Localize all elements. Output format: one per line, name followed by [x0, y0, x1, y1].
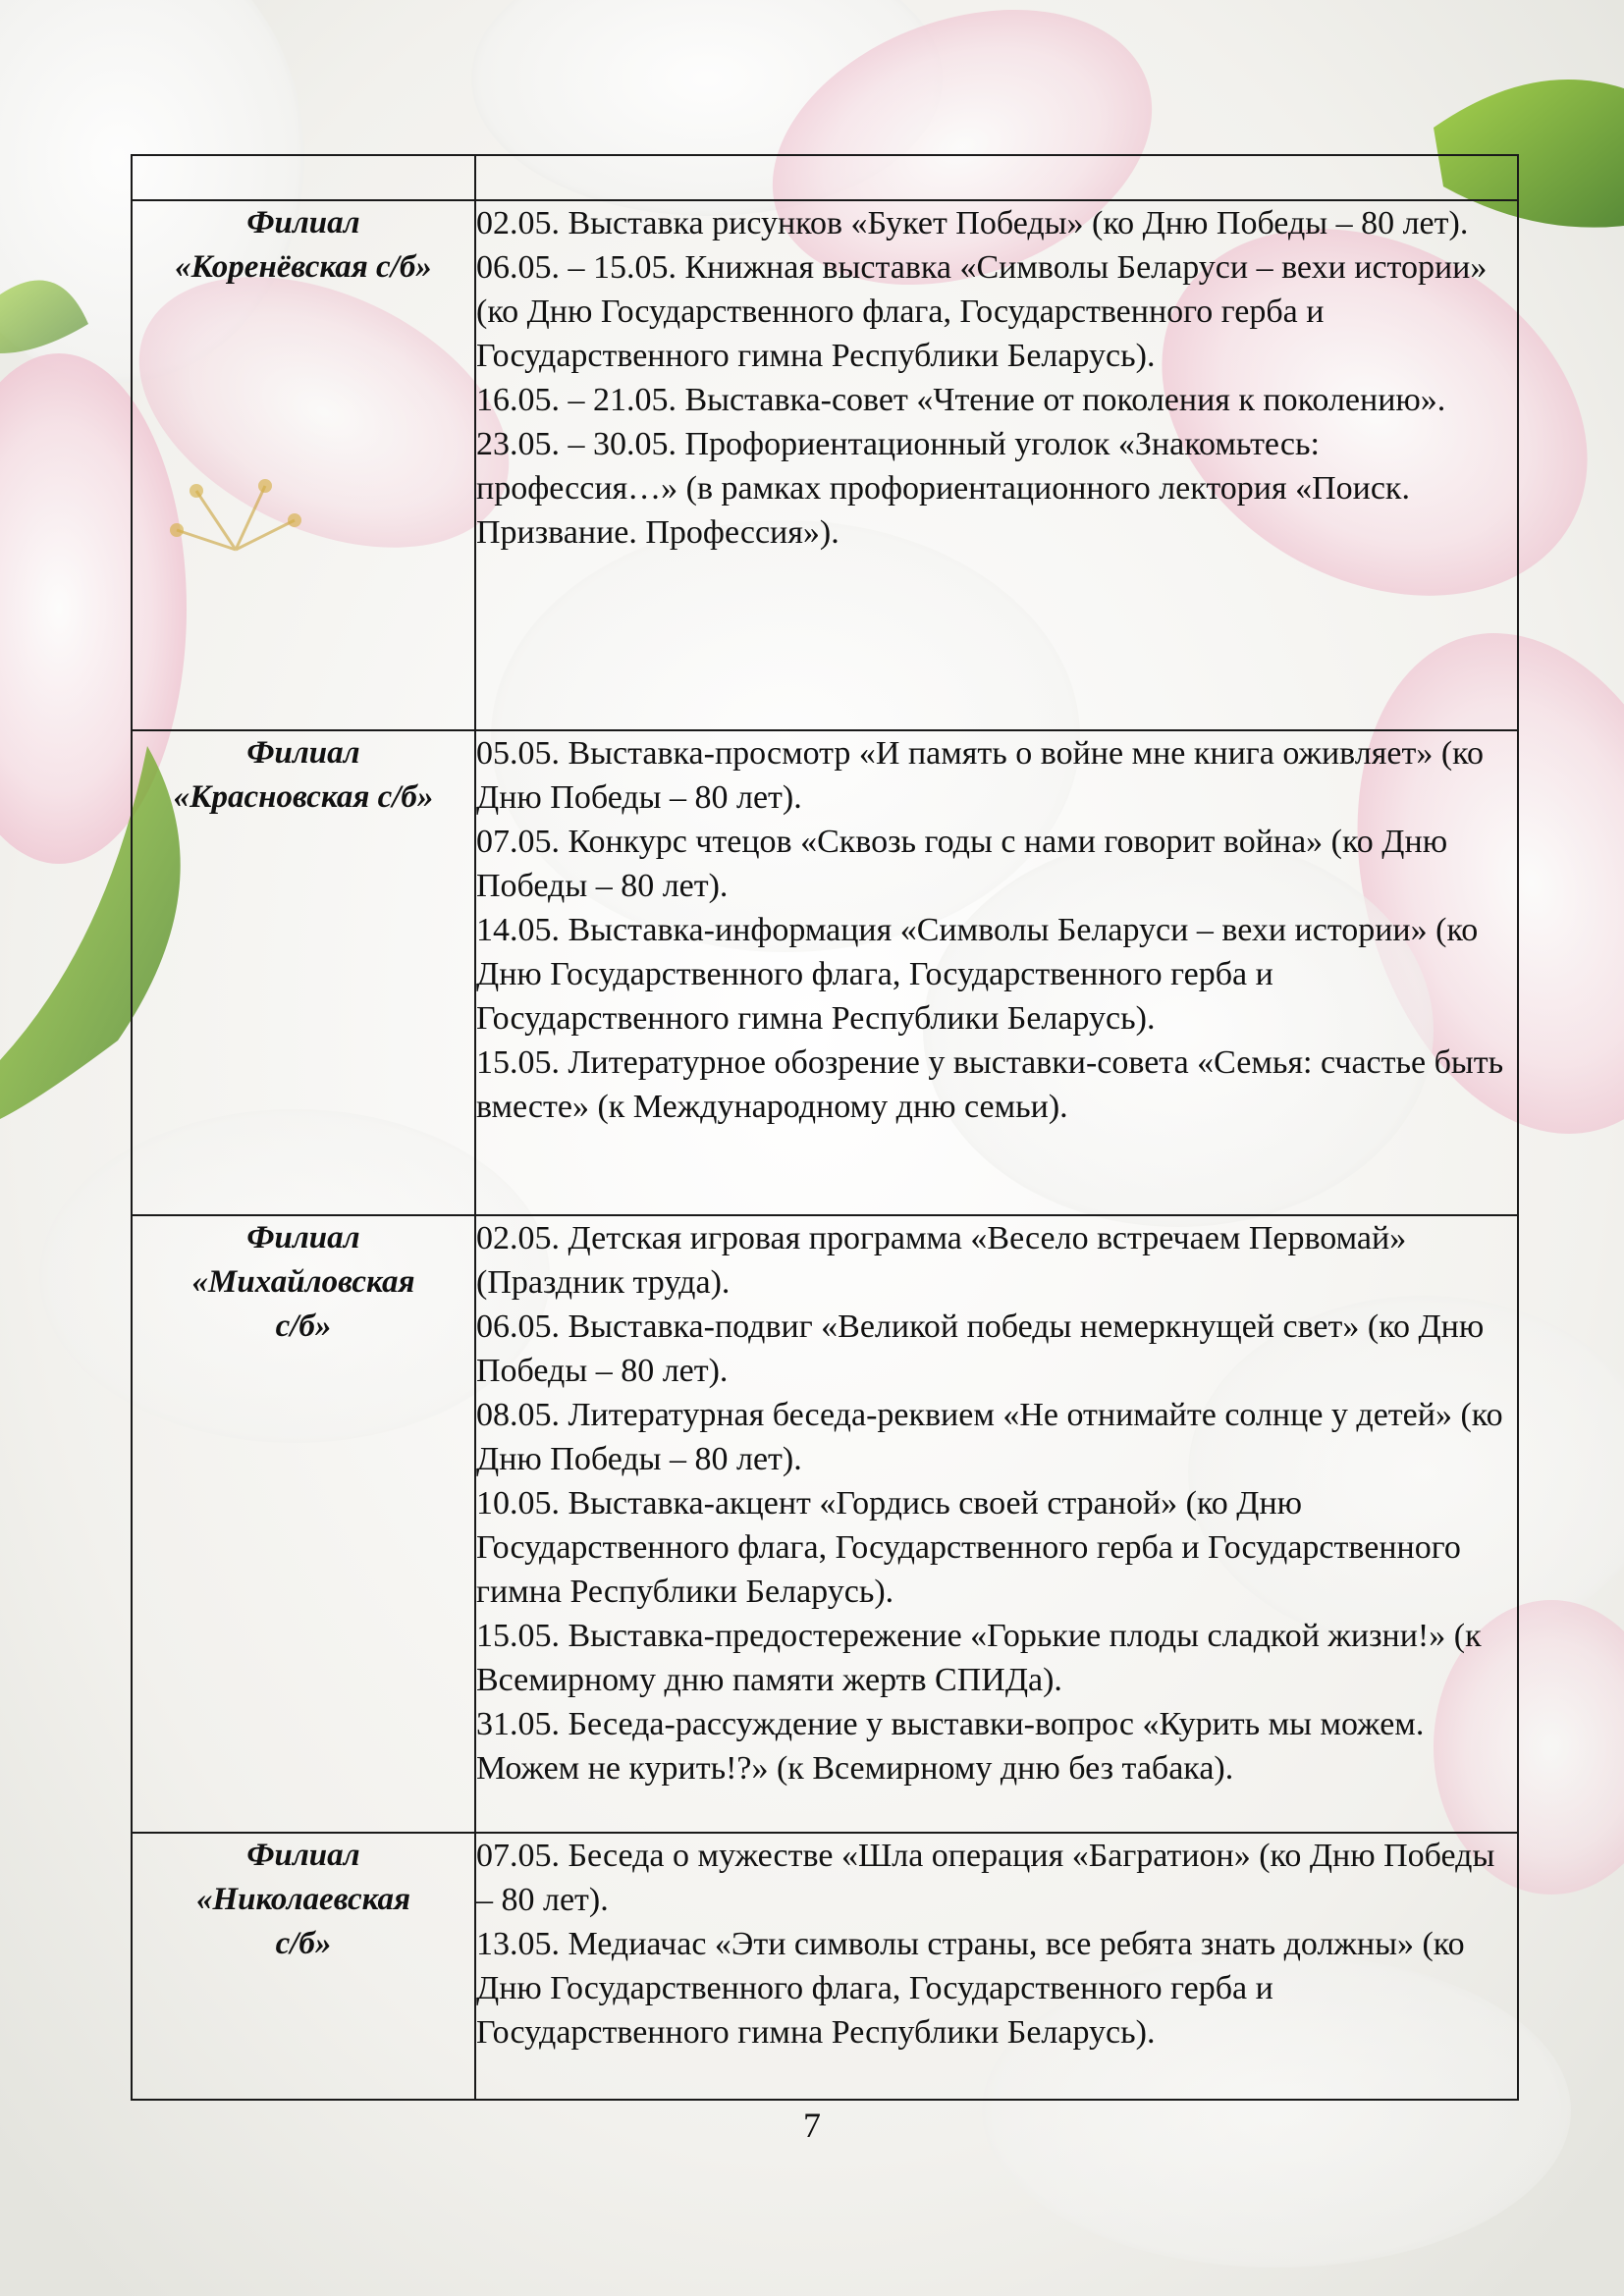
- empty-cell: [132, 155, 475, 200]
- event-item: 31.05. Беседа-рассуждение у выставки-вопрос «Курить мы можем. Можем не курить!?» (к Всемирному дню без табака).: [476, 1706, 1425, 1787]
- branch-name-line: «Коренёвская с/б»: [175, 249, 432, 285]
- table-row: [132, 1215, 1518, 1833]
- events-cell: [475, 200, 1518, 730]
- table-row: [132, 1833, 1518, 2100]
- events-cell: [475, 730, 1518, 1215]
- event-item: 23.05. – 30.05. Профориентационный уголок «Знакомьтесь: профессия…» (в рамках профориентационного лектория «Поиск. Призвание. Профессия»).: [476, 426, 1410, 551]
- branch-name-line: «Николаевская: [195, 1882, 411, 1917]
- branch-name-line: «Красновская с/б»: [173, 779, 434, 815]
- events-cell: [475, 1833, 1518, 2100]
- event-item: 07.05. Конкурс чтецов «Сквозь годы с нами говорит война» (ко Дню Победы – 80 лет).: [476, 824, 1448, 904]
- events-cell: [475, 1215, 1518, 1833]
- event-item: 06.05. Выставка-подвиг «Великой победы немеркнущей свет» (ко Дню Победы – 80 лет).: [476, 1308, 1485, 1389]
- branch-name-line: Филиал: [246, 735, 360, 771]
- event-item: 05.05. Выставка-просмотр «И память о войне мне книга оживляет» (ко Дню Победы – 80 лет).: [476, 735, 1484, 816]
- event-item: 10.05. Выставка-акцент «Гордись своей страной» (ко Дню Государственного флага, Государственного герба и Государственного гимна Республики Беларусь).: [476, 1485, 1461, 1610]
- event-item: 15.05. Литературное обозрение у выставки-совета «Семья: счастье быть вместе» (к Международному дню семьи).: [476, 1044, 1504, 1125]
- branch-name-cell: [132, 1833, 475, 2100]
- event-item: 15.05. Выставка-предостережение «Горькие плоды сладкой жизни!» (к Всемирному дню памяти жертв СПИДа).: [476, 1618, 1482, 1698]
- branch-name-cell: [132, 200, 475, 730]
- events-table: [131, 154, 1519, 2101]
- branch-name-line: Филиал: [246, 1220, 360, 1255]
- event-item: 16.05. – 21.05. Выставка-совет «Чтение от поколения к поколению».: [476, 382, 1446, 418]
- branch-name-cell: [132, 730, 475, 1215]
- branch-name-line: «Михайловская: [191, 1264, 415, 1300]
- event-item: 02.05. Выставка рисунков «Букет Победы» (ко Дню Победы – 80 лет).: [476, 205, 1469, 241]
- event-item: 06.05. – 15.05. Книжная выставка «Символы Беларуси – вехи истории» (ко Дню Государственного флага, Государственного герба и Государственного гимна Республики Беларусь).: [476, 249, 1488, 374]
- table-row-empty: [132, 155, 1518, 200]
- branch-name-cell: [132, 1215, 475, 1833]
- table-row: [132, 730, 1518, 1215]
- branch-name-line: с/б»: [275, 1308, 332, 1344]
- event-item: 02.05. Детская игровая программа «Весело встречаем Первомай» (Праздник труда).: [476, 1220, 1407, 1301]
- event-item: 14.05. Выставка-информация «Символы Беларуси – вехи истории» (ко Дню Государственного флага, Государственного герба и Государственного гимна Республики Беларусь).: [476, 912, 1479, 1037]
- table-row: [132, 200, 1518, 730]
- empty-cell: [475, 155, 1518, 200]
- event-item: 08.05. Литературная беседа-реквием «Не отнимайте солнце у детей» (ко Дню Победы – 80 лет).: [476, 1397, 1503, 1477]
- event-item: 07.05. Беседа о мужестве «Шла операция «Багратион» (ко Дню Победы – 80 лет).: [476, 1838, 1495, 1918]
- event-item: 13.05. Медиачас «Эти символы страны, все ребята знать должны» (ко Дню Государственного флага, Государственного герба и Государственного гимна Республики Беларусь).: [476, 1926, 1465, 2051]
- branch-name-line: Филиал: [246, 1838, 360, 1873]
- branch-name-line: с/б»: [275, 1926, 332, 1961]
- page-number: 7: [803, 2106, 821, 2145]
- branch-name-line: Филиал: [246, 205, 360, 240]
